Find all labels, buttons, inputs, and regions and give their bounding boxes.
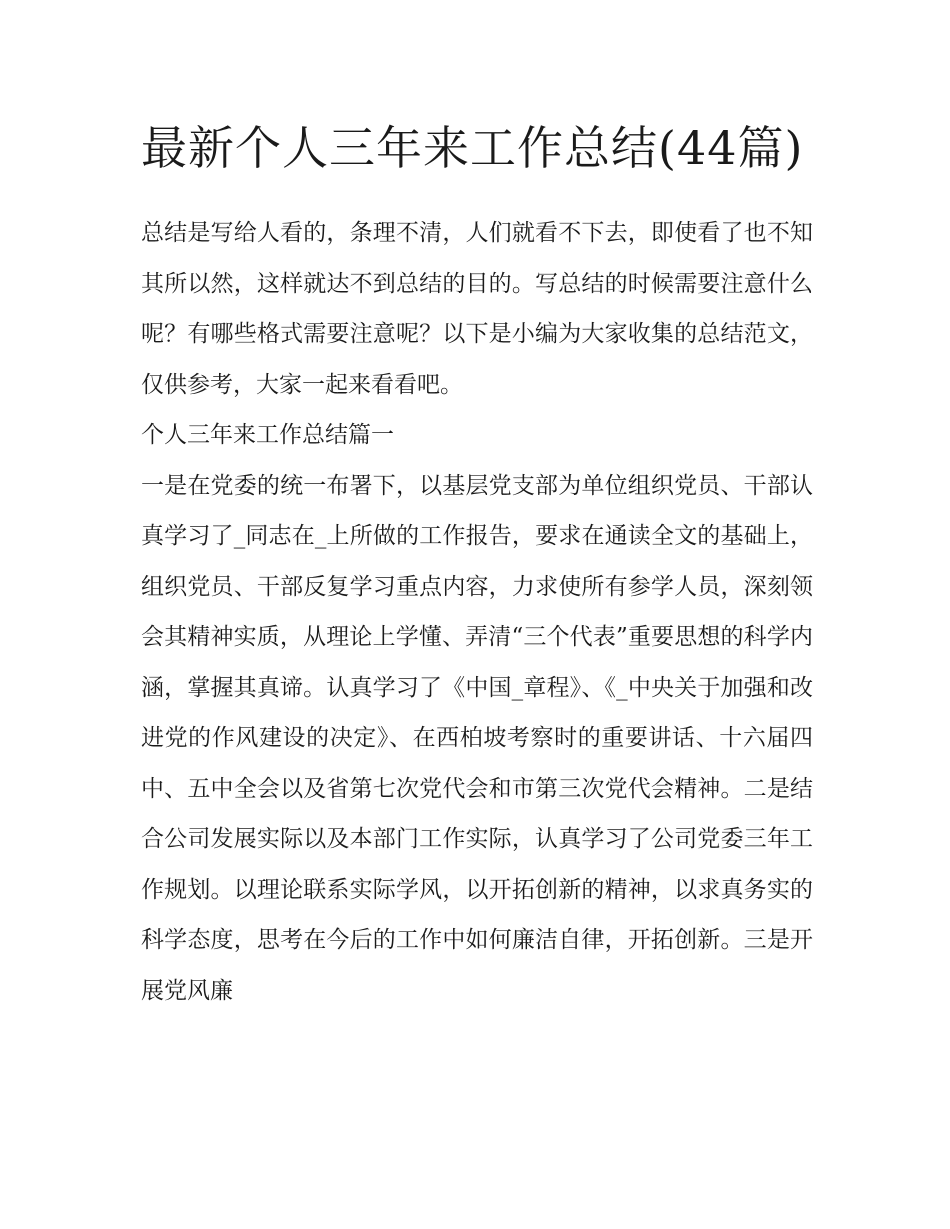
section-heading: 个人三年来工作总结篇一 <box>141 422 394 448</box>
document-title: 最新个人三年来工作总结(44篇) <box>141 121 804 175</box>
body-paragraph: 一是在党委的统一布署下，以基层党支部为单位组织党员、干部认真学习了_同志在_上所做的工作报告，要求在通读全文的基础上，组织党员、干部反复学习重点内容，力求使所有参学人员，深刻领会其精神实质，从理论上学懂、弄清“三个代表”重要思想的科学内涵，掌握其真谛。认真学习了《中国_章程》、《_中央关于加强和改进党的作风建设的决定》、在西柏坡考察时的重要讲话、十六届四中、五中全会以及省第七次党代会和市第三次党代会精神。二是结合公司发展实际以及本部门工作实际，认真学习了公司党委三年工作规划。以理论联系实际学风，以开拓创新的精神，以求真务实的科学态度，思考在今后的工作中如何廉洁自律，开拓创新。三是开展党风廉 <box>141 472 813 1004</box>
document-page <box>141 110 813 1016</box>
intro-paragraph: 总结是写给人看的，条理不清，人们就看不下去，即使看了也不知其所以然，这样就达不到总结的目的。写总结的时候需要注意什么呢？有哪些格式需要注意呢？以下是小编为大家收集的总结范文，仅供参考，大家一起来看看吧。 <box>141 220 813 398</box>
